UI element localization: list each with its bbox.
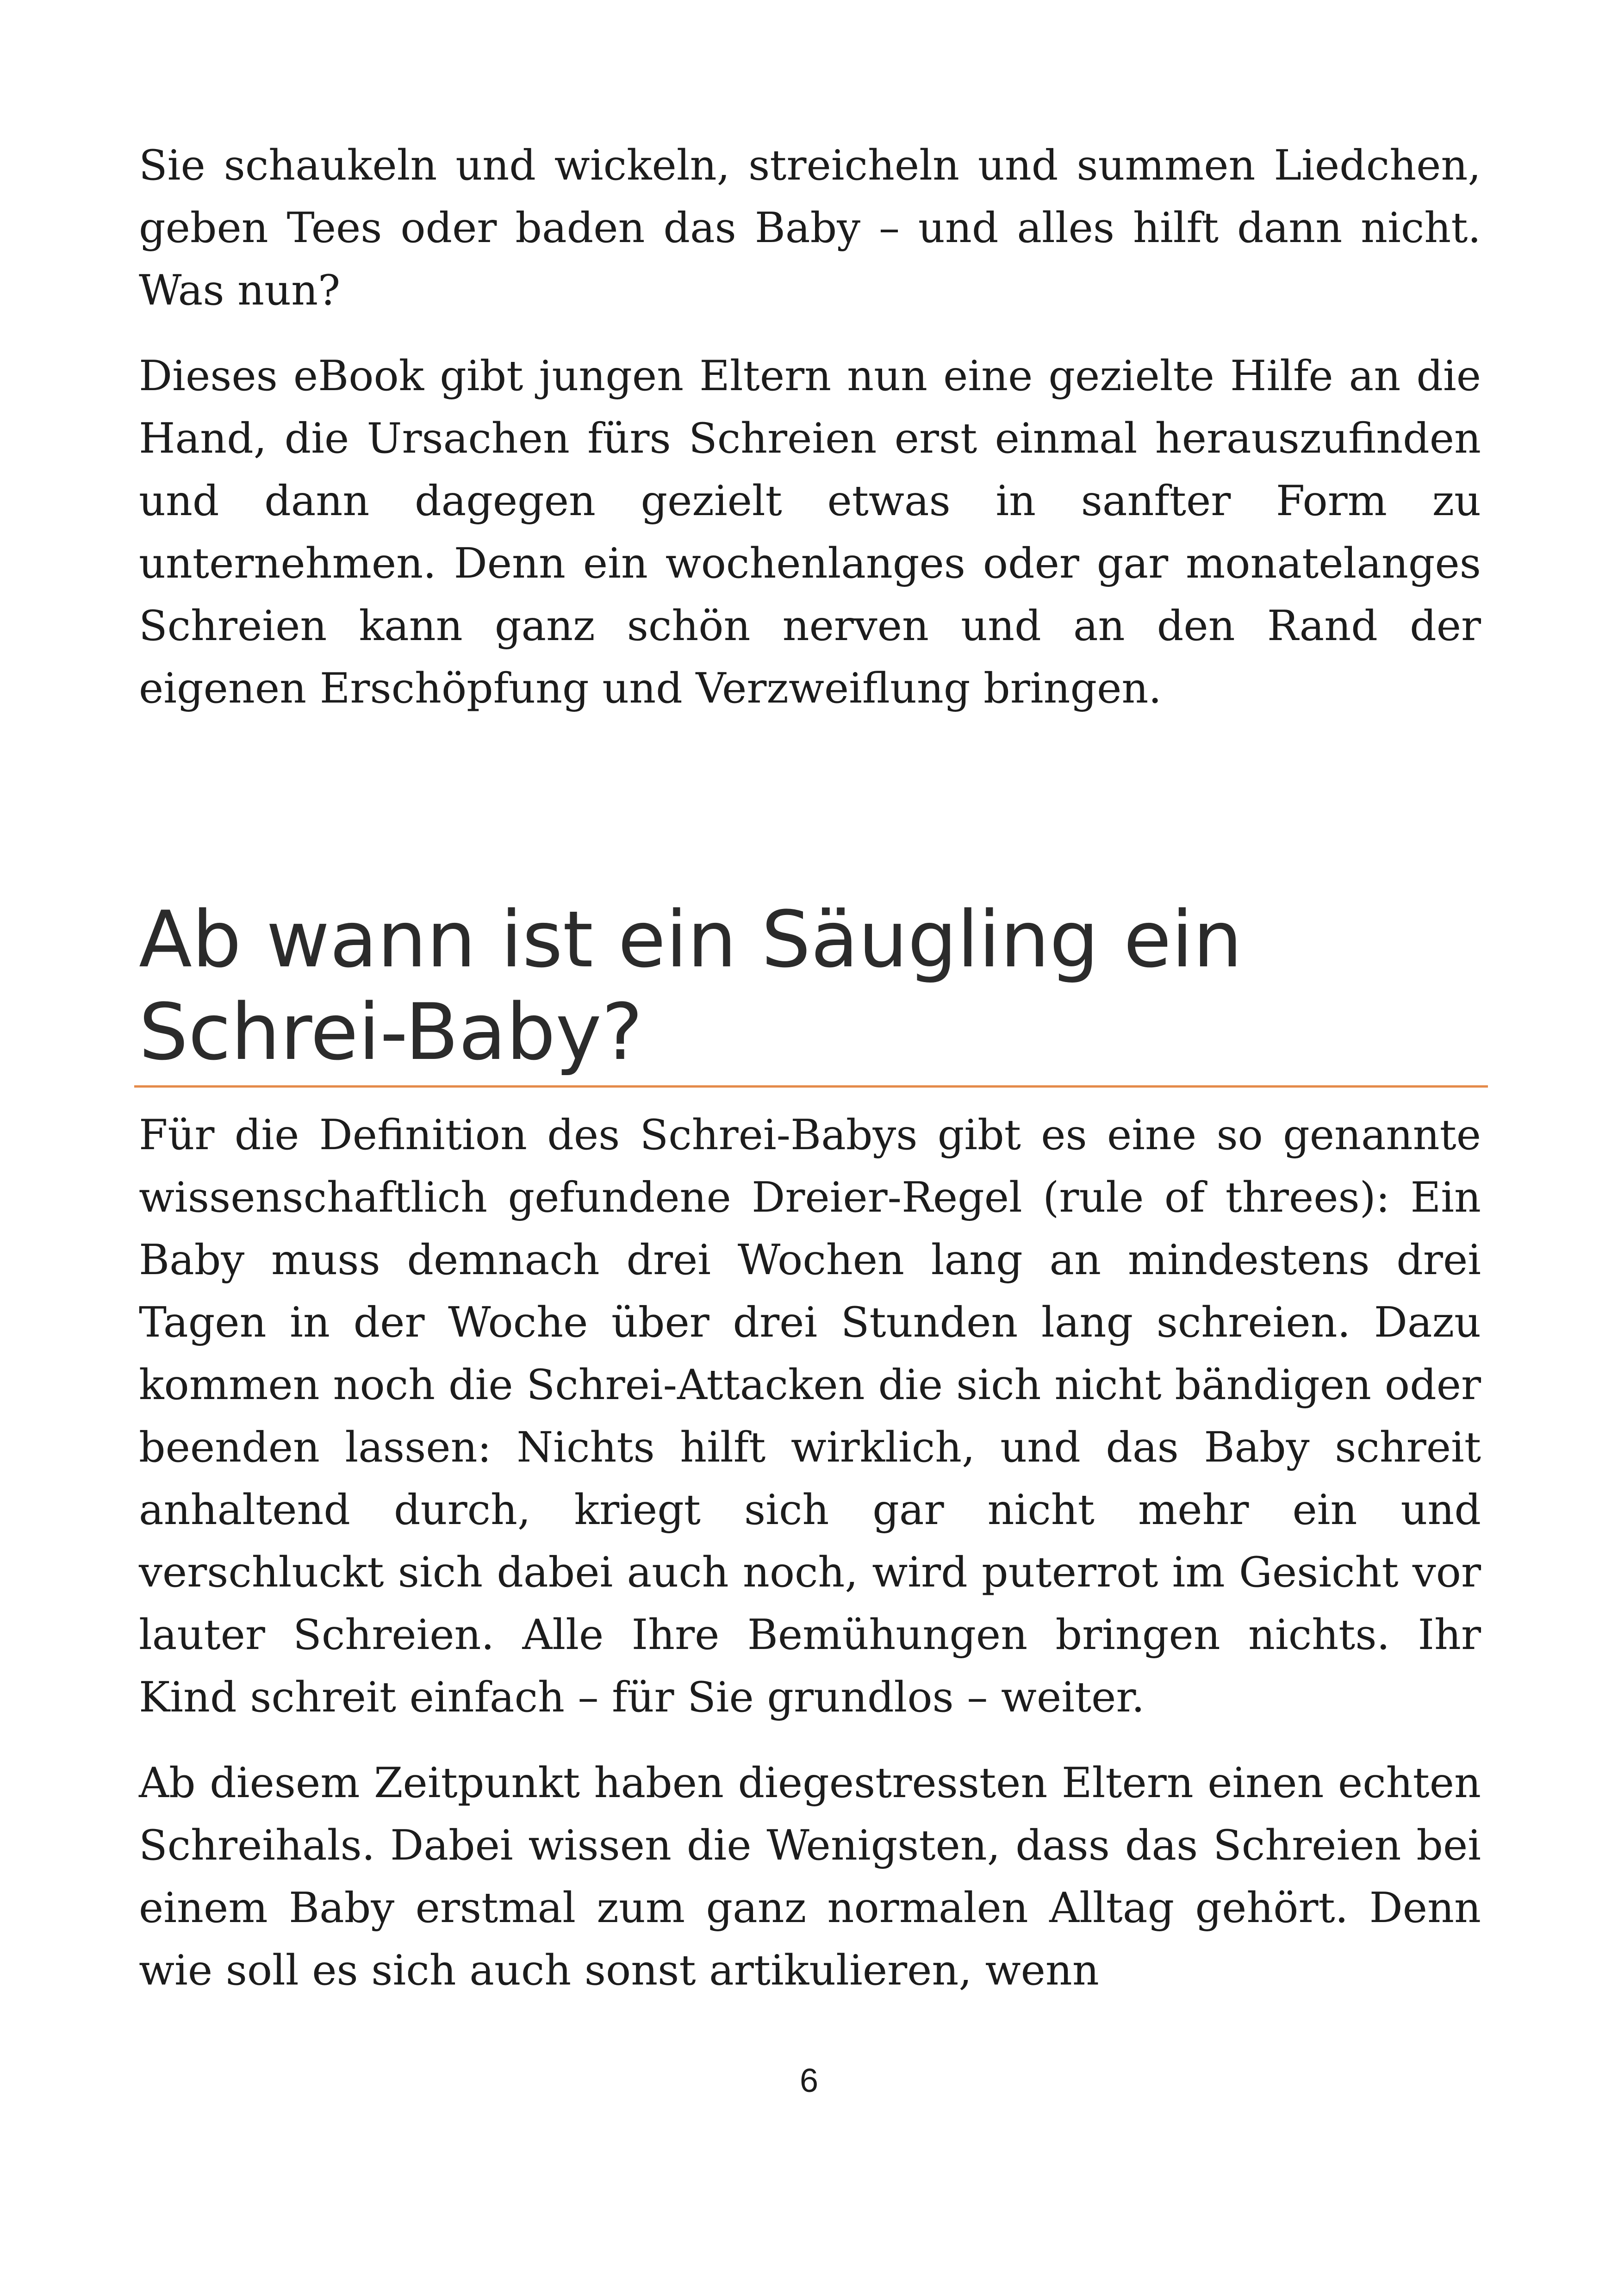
intro-paragraph-2: Dieses eBook gibt jungen Eltern nun eine gezielte Hilfe an die Hand, die Ursachen fürs Schreien erst einmal herauszufinden und dann dagegen gezielt etwas in sanfter Form zu unternehmen. Denn ein wochenlanges oder gar monatelanges Schreien kann ganz schön nerven und an den Rand der eigenen Erschöpfung und Verzweiflung bringen. [139,352,1481,713]
section-body [139,1104,1481,2002]
page-number: 6 [799,2062,819,2099]
section-heading-block [139,893,1490,1078]
section-paragraph-1: Für die Definition des Schrei-Babys gibt es eine so genannte wissenschaftlich gefundene Dreier-Regel (rule of threes): Ein Baby muss demnach drei Wochen lang an mindestens drei Tagen in der Woche über drei Stunden lang schreien. Dazu kommen noch die Schrei-Attacken die sich nicht bändigen oder beenden lassen: Nichts hilft wirklich, und das Baby schreit anhaltend durch, kriegt sich gar nicht mehr ein und verschluckt sich dabei auch noch, wird puterrot im Gesicht vor lauter Schreien. Alle Ihre Bemühungen bringen nichts. Ihr Kind schreit einfach – für Sie grundlos – weiter. [139,1111,1481,1722]
section-heading: Ab wann ist ein Säugling ein Schrei-Baby? [139,894,1243,1077]
intro-text [139,134,1481,720]
section-paragraph-2: Ab diesem Zeitpunkt haben diegestressten Eltern einen echten Schreihals. Dabei wissen die Wenigsten, dass das Schreien bei einem Baby erstmal zum ganz normalen Alltag gehört. Denn wie soll es sich auch sonst artikulieren, wenn [139,1759,1481,1995]
intro-paragraph-1: Sie schaukeln und wickeln, streicheln und summen Liedchen, geben Tees oder baden das Baby – und alles hilft dann nicht. Was nun? [139,141,1481,315]
heading-divider [134,1085,1488,1088]
